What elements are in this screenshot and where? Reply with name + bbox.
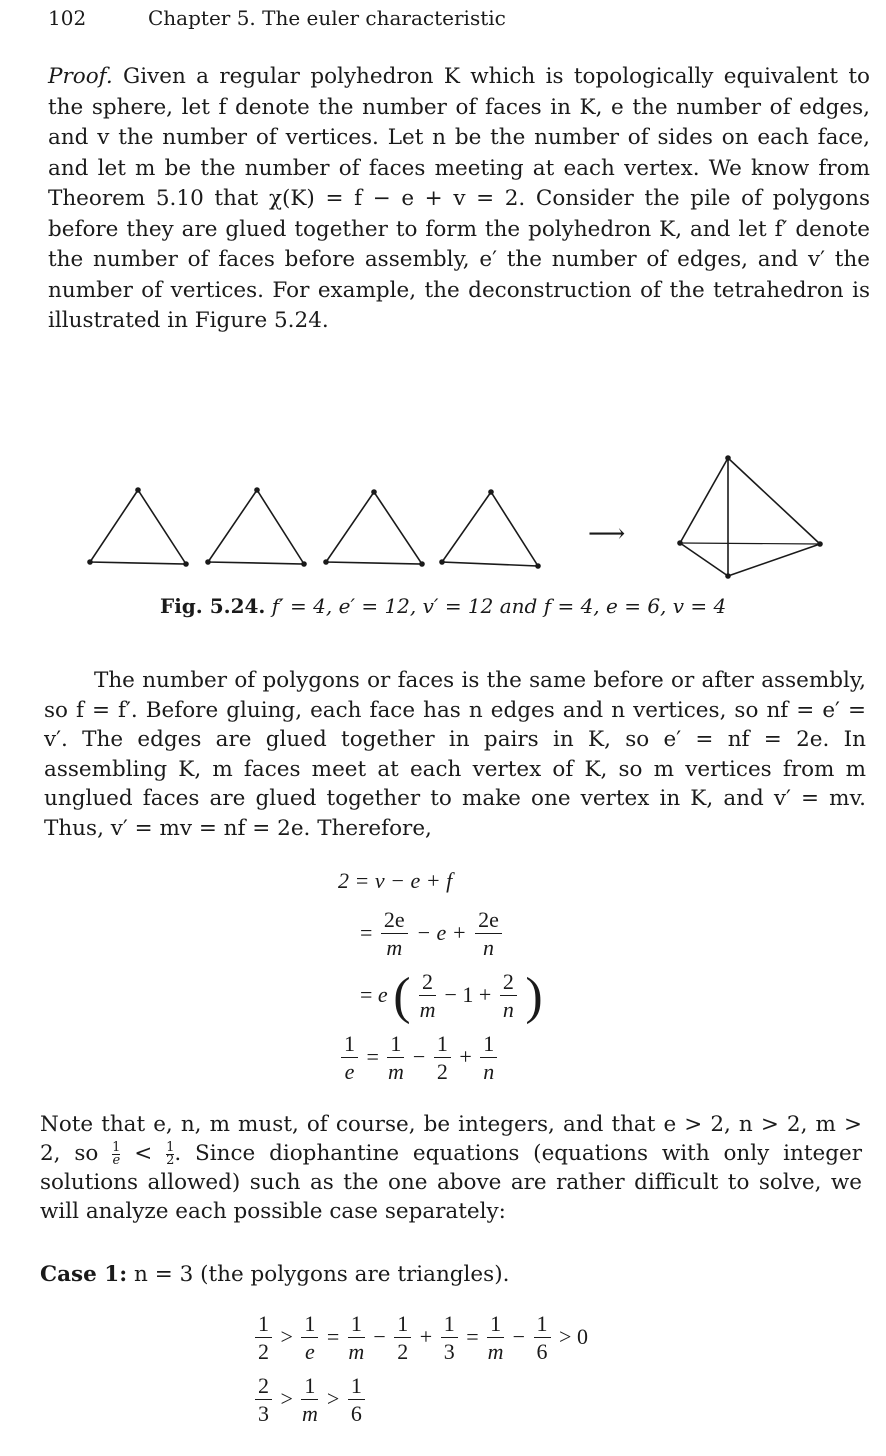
integer-note-paragraph: Note that e, n, m must, of course, be integers, and that e > 2, n > 2, m > 2, so $\frac{1}{e}$ < $\frac{1}{2}$. Since diophantine equations (equations with only integer solutions allowed) such as the one above are rather difficult to solve, we will analyze each possible case separately: — [40, 1112, 862, 1224]
small-frac-one-over-e: $\frac{1}{e}$ — [112, 1139, 121, 1168]
caption-text: f′ = 4, e′ = 12, v′ = 12 and f = 4, e = 6, v = 4 — [271, 594, 727, 618]
case-label: Case 1: — [40, 1262, 128, 1287]
eq-row-1: 2 = v − e + f — [338, 868, 453, 893]
triangle-2 — [208, 490, 304, 564]
tetra-edge — [680, 458, 728, 543]
triangle-1 — [90, 490, 186, 564]
caption-label: Fig. 5.24. — [160, 594, 266, 618]
tetra-edge — [680, 543, 820, 544]
page-number: 102 — [48, 6, 87, 30]
arrow-icon: ⟶ — [588, 519, 626, 549]
tetra-edge — [728, 458, 820, 544]
triangle-4 — [442, 492, 538, 566]
assembly-text: The number of polygons or faces is the same before or after assembly, so f = f′. Before gluing, each face has n edges and n vertices, so nf = e′ = v′. The edges are glued together in pairs in K, so e′ = nf = 2e. In assembling K, m faces meet at each vertex of K, so m vertices from m unglued faces are glued together to make one vertex in K, and v′ = mv. Thus, v′ = mv = nf = 2e. Therefore, — [44, 668, 866, 841]
tetra-edge — [680, 543, 728, 576]
case-eq-row-2: $\frac{2}{3}$ > $\frac{1}{m}$ > $\frac{1}{6}$ — [252, 1368, 588, 1430]
running-header — [48, 6, 506, 30]
tetra-edge — [728, 544, 820, 576]
figure-caption — [160, 594, 726, 618]
case-eq-row-1: $\frac{1}{2}$ > $\frac{1}{e}$ = $\frac{1}{m}$ − $\frac{1}{2}$ + $\frac{1}{3}$ = $\frac{1}{m}$ − $\frac{1}{6}$ > 0 — [252, 1306, 588, 1368]
figure-tetrahedron-deconstruction — [80, 448, 840, 588]
proof-paragraph — [48, 62, 870, 337]
eq-row-3: = e ( $\frac{2}{m}$ − 1 + $\frac{2}{n}$ ) — [360, 967, 543, 1025]
chapter-title: Chapter 5. The euler characteristic — [148, 6, 506, 30]
eq-row-4: $\frac{1}{e}$ = $\frac{1}{m}$ − $\frac{1}{2}$ + $\frac{1}{n}$ — [338, 1026, 543, 1088]
proof-lead: Proof. — [48, 64, 113, 89]
eq-row-2: = $\frac{2e}{m}$ − e + $\frac{2e}{n}$ — [338, 902, 543, 964]
case-1-heading — [40, 1262, 509, 1287]
equation-block — [338, 860, 543, 1088]
assembly-paragraph — [44, 666, 866, 843]
case-text: n = 3 (the polygons are triangles). — [127, 1262, 510, 1287]
small-frac-one-half: $\frac{1}{2}$ — [166, 1139, 175, 1168]
triangle-3 — [326, 492, 422, 564]
proof-text: Given a regular polyhedron K which is topologically equivalent to the sphere, let f denote the number of faces in K, e the number of edges, and v the number of vertices. Let n be the number of sides on each face, and let m be the number of faces meeting at each vertex. We know from Theorem 5.10 that χ(K) = f − e + v = 2. Consider the pile of polygons before they are glued together to form the polyhedron K, and let f′ denote the number of faces before assembly, e′ the number of edges, and v′ the number of vertices. For example, the deconstruction of the tetrahedron is illustrated in Figure 5.24. — [48, 64, 870, 333]
case-1-equations — [252, 1306, 588, 1430]
